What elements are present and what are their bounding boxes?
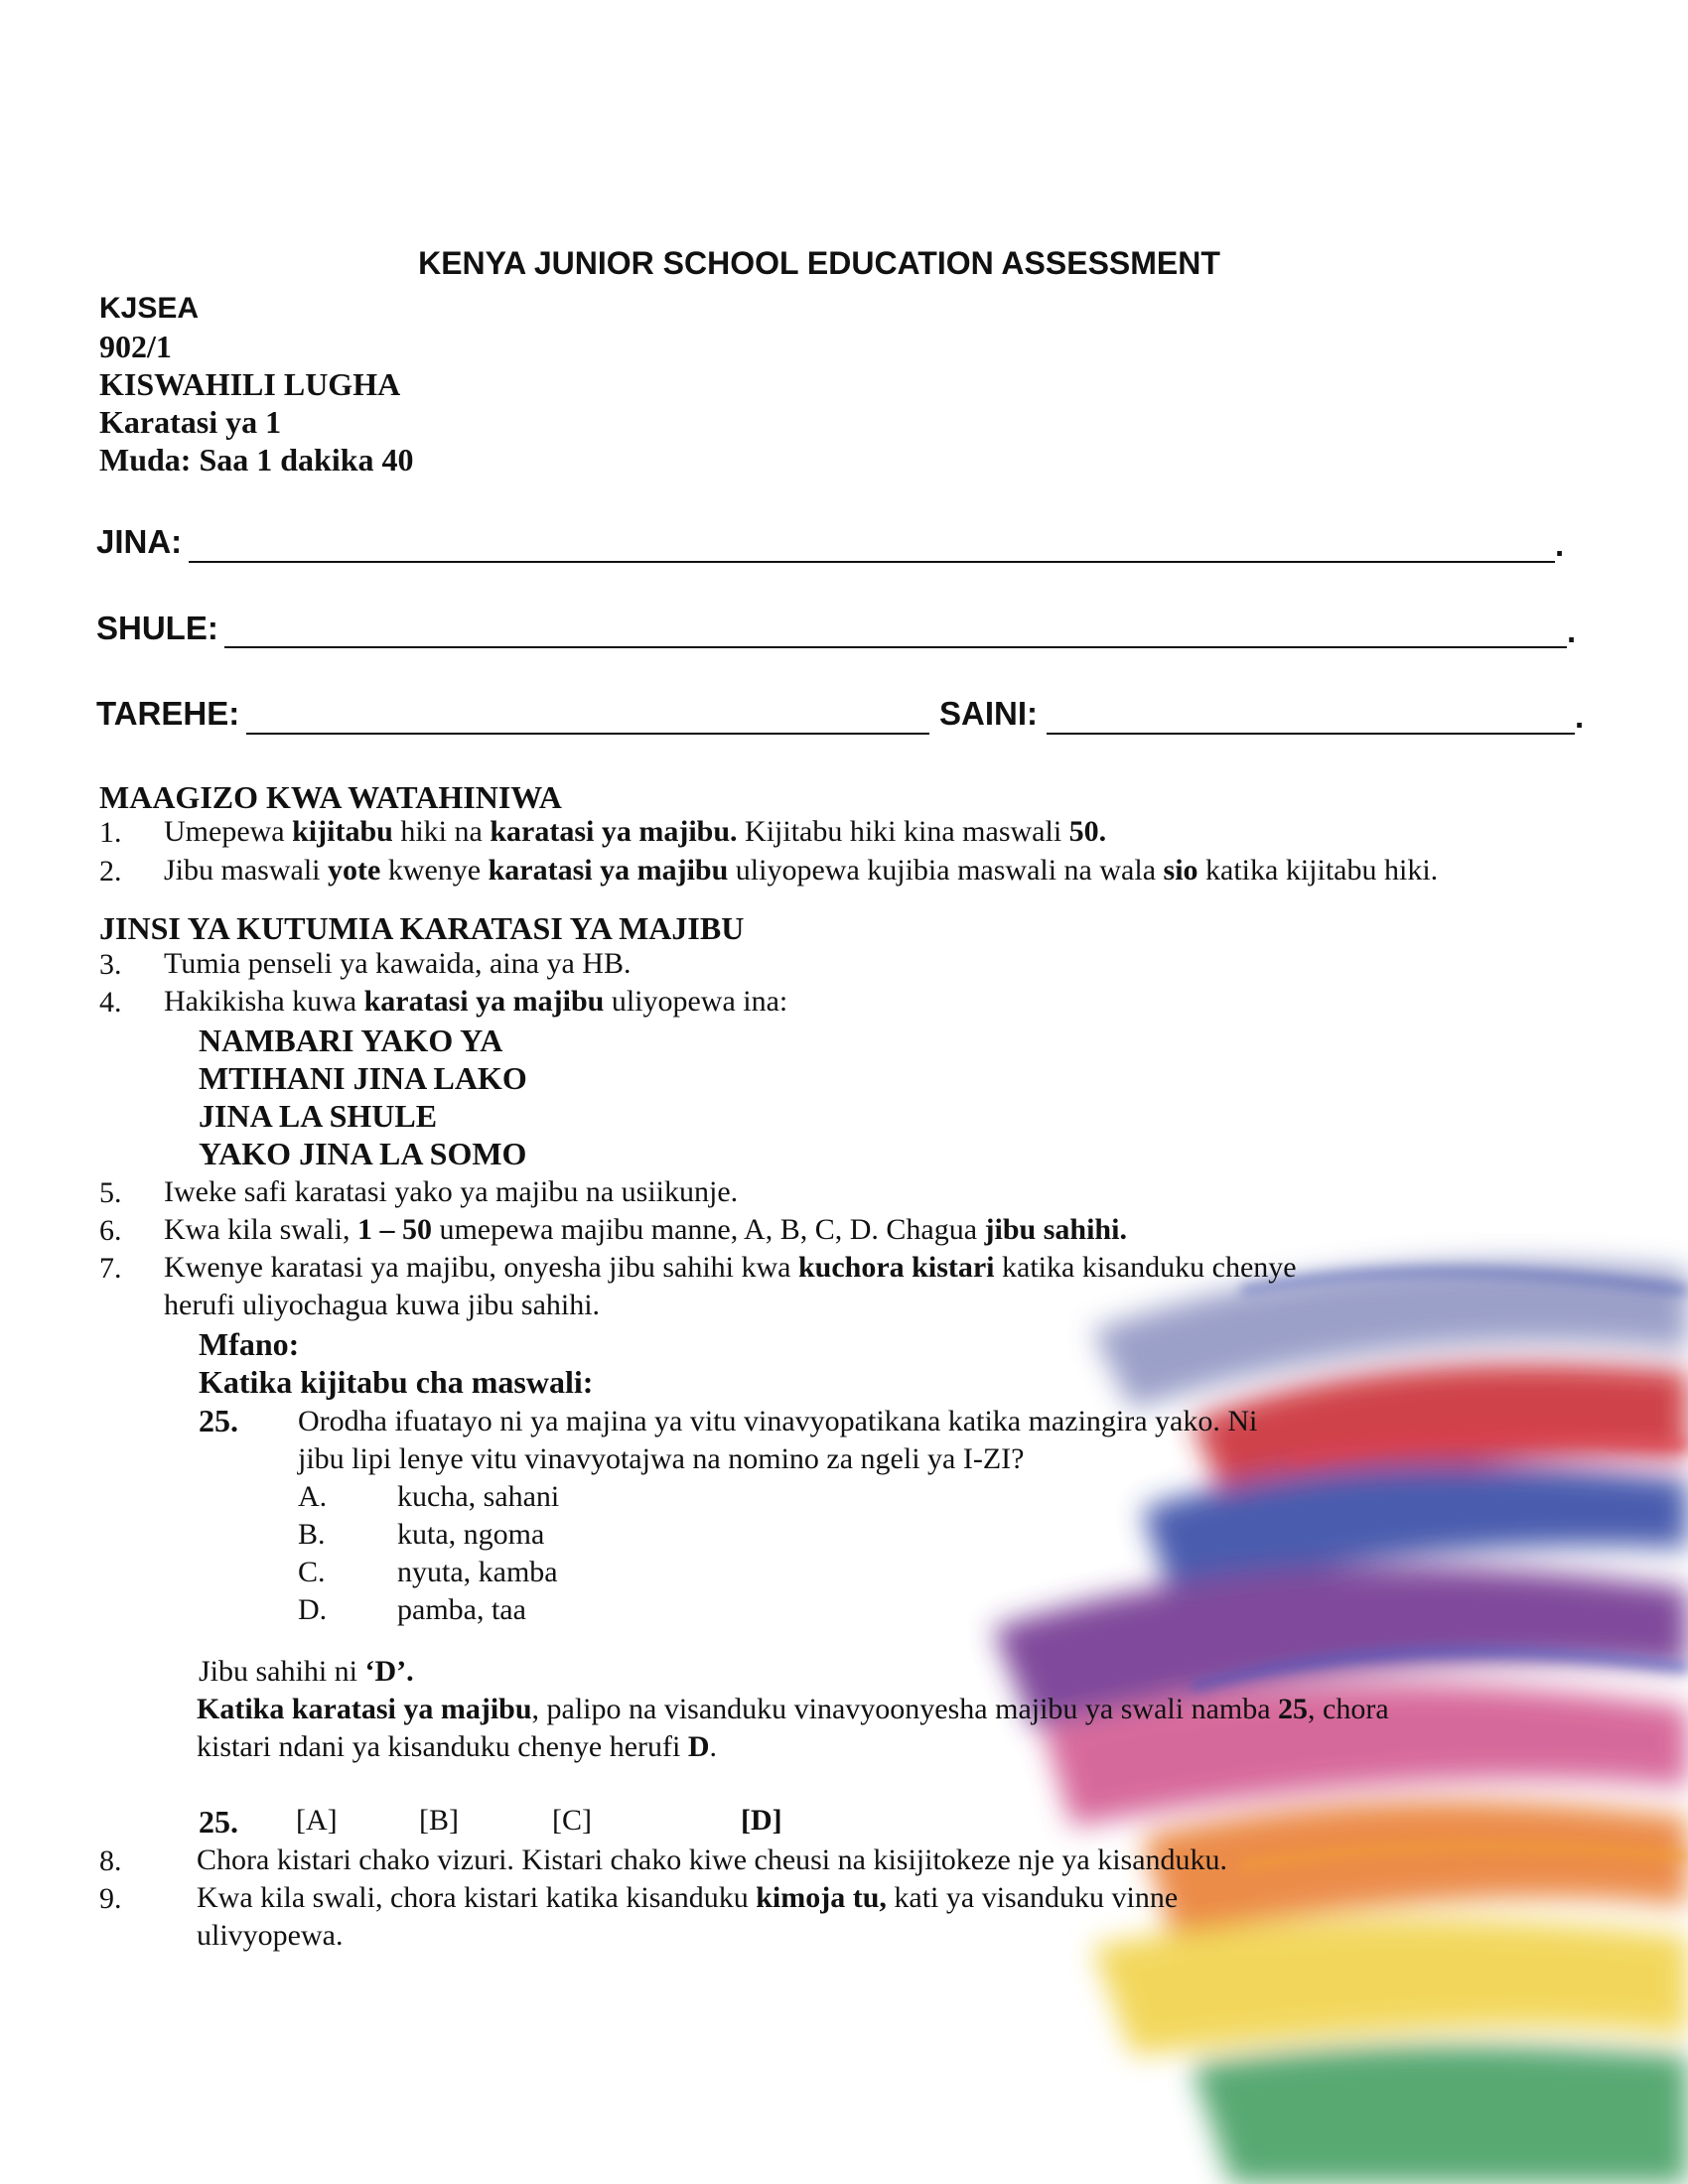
bold-text-run: karatasi ya majibu (488, 854, 729, 887)
paper-label: Karatasi ya 1 (99, 404, 282, 440)
option-letter: C. (298, 1556, 326, 1588)
text-run: . (709, 1730, 718, 1763)
option-letter: A. (298, 1480, 328, 1513)
text-run: , palipo na visanduku vinavyoonyesha majibu ya swali namba (531, 1693, 1279, 1725)
bold-text-run: 25 (1278, 1693, 1309, 1725)
bold-text-run: yote (328, 854, 381, 887)
bold-text-run: kijitabu (292, 815, 393, 848)
instruction-item-9-line2 (197, 1917, 343, 1954)
instruction-item-7-line2 (164, 1287, 600, 1323)
instruction-item-9-line1 (197, 1879, 1178, 1916)
bold-text-run: karatasi ya majibu. (490, 815, 738, 848)
text-run: Kijitabu hiki kina maswali (737, 815, 1069, 848)
item-number: 4. (99, 986, 122, 1019)
example-question-line2: jibu lipi lenye vitu vinavyotajwa na nomino za ngeli ya I-ZI? (298, 1442, 1025, 1475)
signature-field[interactable] (1047, 733, 1575, 735)
item-number: 8. (99, 1844, 122, 1877)
instruction-item-2 (164, 852, 1438, 888)
text-run: herufi uliyochagua kuwa jibu sahihi. (164, 1289, 601, 1321)
text-run: ulivyopewa. (197, 1919, 344, 1952)
answer-grid-number: 25. (199, 1804, 238, 1840)
answer-box-d: [D] (741, 1804, 782, 1837)
text-run: Kwenye karatasi ya majibu, onyesha jibu sahihi kwa (164, 1251, 798, 1284)
instructions-heading: MAAGIZO KWA WATAHINIWA (99, 779, 562, 815)
checklist-line: YAKO JINA LA SOMO (199, 1136, 527, 1171)
bold-text-run: ‘D’. (364, 1655, 414, 1688)
bold-text-run: kuchora kistari (798, 1251, 995, 1284)
duration: Muda: Saa 1 dakika 40 (99, 442, 414, 478)
name-field[interactable] (189, 561, 1555, 563)
name-end-mark: . (1555, 526, 1565, 563)
text-run: Jibu sahihi ni (199, 1655, 365, 1688)
exam-code: KJSEA (99, 292, 200, 325)
option-letter: B. (298, 1518, 326, 1551)
example-label: Mfano: (199, 1326, 300, 1362)
text-run: Kwa kila swali, chora kistari katika kisanduku (197, 1881, 757, 1914)
text-run: kati ya visanduku vinne (886, 1881, 1179, 1914)
bold-text-run: sio (1163, 854, 1198, 887)
text-run: katika kijitabu hiki. (1197, 854, 1439, 887)
date-field[interactable] (246, 733, 929, 735)
paper-number: 902/1 (99, 329, 172, 364)
instruction-item-3 (164, 945, 631, 982)
checklist-line: NAMBARI YAKO YA (199, 1023, 503, 1058)
item-number: 2. (99, 855, 122, 887)
answer-sheet-note-line2 (197, 1728, 717, 1765)
instruction-item-7-line1 (164, 1249, 1297, 1286)
item-number: 1. (99, 816, 122, 849)
item-number: 9. (99, 1882, 122, 1915)
example-question-line1: Orodha ifuatayo ni ya majina ya vitu vinavyopatikana katika mazingira yako. Ni (298, 1405, 1258, 1437)
name-label: JINA: (96, 523, 183, 560)
item-number: 7. (99, 1252, 122, 1285)
text-run: Umepewa (164, 815, 293, 848)
text-run: katika kisanduku chenye (994, 1251, 1297, 1284)
school-end-mark: . (1567, 613, 1577, 649)
text-run: Kwa kila swali, (164, 1213, 357, 1246)
school-field[interactable] (224, 646, 1567, 648)
bold-text-run: D (687, 1730, 710, 1763)
instruction-item-4 (164, 983, 787, 1020)
text-run: kistari ndani ya kisanduku chenye herufi (197, 1730, 688, 1763)
school-label: SHULE: (96, 610, 218, 646)
item-number: 6. (99, 1214, 122, 1247)
answer-box-a: [A] (296, 1804, 338, 1837)
answer-box-b: [B] (419, 1804, 459, 1837)
text-run: Tumia penseli ya kawaida, aina ya HB. (164, 947, 632, 980)
instruction-item-1 (164, 813, 1106, 850)
item-number: 5. (99, 1176, 122, 1209)
text-run: uliyopewa ina: (604, 985, 788, 1018)
text-run: Jibu maswali (164, 854, 328, 887)
text-run: Iweke safi karatasi yako ya majibu na usiikunje. (164, 1175, 739, 1208)
option-text: kuta, ngoma (397, 1518, 545, 1551)
correct-answer-line (199, 1653, 414, 1690)
text-run: Hakikisha kuwa (164, 985, 364, 1018)
example-sublabel: Katika kijitabu cha maswali: (199, 1364, 594, 1400)
example-question-number: 25. (199, 1403, 238, 1438)
text-run: hiki na (392, 815, 491, 848)
text-run: , chora (1308, 1693, 1389, 1725)
bold-text-run: karatasi ya majibu (363, 985, 605, 1018)
checklist-line: JINA LA SHULE (199, 1098, 438, 1134)
instruction-item-8 (197, 1842, 1227, 1878)
answer-sheet-note-line1 (197, 1691, 1389, 1727)
answer-sheet-heading: JINSI YA KUTUMIA KARATASI YA MAJIBU (99, 910, 745, 946)
exam-title: KENYA JUNIOR SCHOOL EDUCATION ASSESSMENT (418, 245, 1220, 281)
text-run: uliyopewa kujibia maswali na wala (728, 854, 1164, 887)
instruction-item-5 (164, 1173, 738, 1210)
text-run: kwenye (380, 854, 489, 887)
text-run: umepewa majibu manne, A, B, C, D. Chagua (431, 1213, 985, 1246)
date-label: TAREHE: (96, 695, 240, 732)
text-run: Chora kistari chako vizuri. Kistari chako kiwe cheusi na kisijitokeze nje ya kisanduku. (197, 1843, 1228, 1876)
instruction-item-6 (164, 1211, 1127, 1248)
bold-text-run: jibu sahihi. (984, 1213, 1127, 1246)
signature-end-mark: . (1575, 698, 1585, 735)
item-number: 3. (99, 948, 122, 981)
bold-text-run: Katika karatasi ya majibu (197, 1693, 532, 1725)
answer-box-c: [C] (552, 1804, 592, 1837)
bold-text-run: 1 – 50 (356, 1213, 432, 1246)
signature-label: SAINI: (939, 695, 1038, 732)
subject-name: KISWAHILI LUGHA (99, 366, 401, 402)
option-text: nyuta, kamba (397, 1556, 558, 1588)
option-letter: D. (298, 1593, 328, 1626)
checklist-line: MTIHANI JINA LAKO (199, 1060, 527, 1096)
bold-text-run: 50. (1068, 815, 1107, 848)
option-text: kucha, sahani (397, 1480, 560, 1513)
option-text: pamba, taa (397, 1593, 526, 1626)
bold-text-run: kimoja tu, (756, 1881, 887, 1914)
